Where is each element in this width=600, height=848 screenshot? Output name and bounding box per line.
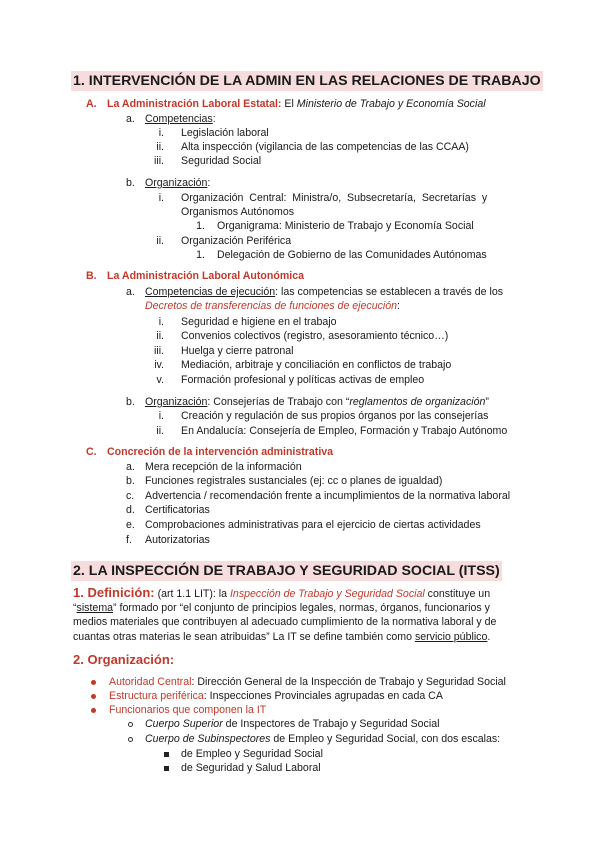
A-a-marker: a.	[126, 113, 135, 125]
list-item: Legislación laboral	[181, 127, 269, 139]
cuerpo-subinspectores: Cuerpo de Subinspectores de Empleo y Seguridad Social, con dos escalas:	[145, 733, 501, 745]
list-marker: 1.	[196, 220, 205, 232]
list-item-cont: Organismos Autónomos	[181, 206, 295, 218]
list-item: Organización Central: Ministra/o, Subsecretaría, Secretarías y	[181, 192, 488, 204]
list-marker: i.	[158, 127, 164, 139]
list-marker: iv.	[154, 359, 164, 371]
bullet-square	[164, 752, 169, 757]
list-marker: b.	[126, 475, 135, 487]
list-marker: 1.	[196, 249, 205, 261]
definition-paragraph: 1. Definición: (art 1.1 LIT): la Inspección de Trabajo y Seguridad Social constituye un “sistema” formado por “el conjunto de principios legales, normas, órganos, funcionarios y medios materiales que contribuyen al adecuado cumplimiento de la normativa laboral y de cuantas otras materias le sean atribuidas” La IT se define también como servicio público.	[73, 585, 497, 643]
list-marker: ii.	[156, 235, 164, 247]
B-a-decretos: Decretos de transferencias de funciones de ejecución:	[145, 300, 400, 312]
definition-label: 1. Definición:	[73, 585, 155, 600]
item-A: La Administración Laboral Estatal: El Ministerio de Trabajo y Economía Social	[107, 98, 486, 110]
section-2-title: 2. LA INSPECCIÓN DE TRABAJO Y SEGURIDAD SOCIAL (ITSS)	[73, 563, 500, 579]
cuerpo-superior: Cuerpo Superior de Inspectores de Trabajo y Seguridad Social	[145, 718, 440, 730]
list-subitem: Delegación de Gobierno de las Comunidades Autónomas	[217, 249, 487, 261]
A-b-heading: Organización:	[145, 177, 211, 189]
org-item-periferica: Estructura periférica: Inspecciones Provinciales agrupadas en cada CA	[109, 690, 443, 702]
bullet-circle	[128, 737, 133, 742]
list-item: Certificatorias	[145, 504, 210, 516]
list-marker: a.	[126, 461, 135, 473]
list-item: Funciones registrales sustanciales (ej: cc o planes de igualdad)	[145, 475, 443, 487]
organizacion-label: 2. Organización:	[73, 652, 175, 667]
list-marker: ii.	[156, 425, 164, 437]
org-item-autoridad: Autoridad Central: Dirección General de la Inspección de Trabajo y Seguridad Social	[109, 676, 506, 688]
list-item: Seguridad Social	[181, 155, 262, 167]
item-B-label: La Administración Laboral Autonómica	[107, 270, 304, 282]
bullet-square	[164, 766, 169, 771]
list-marker: d.	[126, 504, 135, 516]
item-A-ministry: Ministerio de Trabajo y Economía Social	[296, 98, 486, 110]
list-subitem: Organigrama: Ministerio de Trabajo y Economía Social	[217, 220, 474, 232]
B-b-heading: Organización: Consejerías de Trabajo con “reglamentos de organización”	[145, 396, 489, 408]
list-item: Mediación, arbitraje y conciliación en conflictos de trabajo	[181, 359, 452, 371]
escala-seguridad: de Seguridad y Salud Laboral	[181, 762, 321, 774]
list-marker: i.	[158, 410, 164, 422]
item-C-marker: C.	[86, 446, 97, 458]
list-marker: i.	[158, 316, 164, 328]
list-item: Huelga y cierre patronal	[181, 345, 294, 357]
list-marker: i.	[158, 192, 164, 204]
list-marker: e.	[126, 519, 135, 531]
item-B-marker: B.	[86, 270, 97, 282]
list-marker: v.	[156, 374, 164, 386]
bullet-dot	[91, 708, 96, 713]
B-a-marker: a.	[126, 286, 135, 298]
B-a-heading: Competencias de ejecución: las competencias se establecen a través de los	[145, 286, 504, 298]
list-marker: ii.	[156, 141, 164, 153]
item-C-label: Concreción de la intervención administrativa	[107, 446, 334, 458]
bullet-circle	[128, 722, 133, 727]
section-1-title: 1. INTERVENCIÓN DE LA ADMIN EN LAS RELACIONES DE TRABAJO	[73, 73, 541, 89]
list-marker: iii.	[153, 345, 164, 357]
list-marker: c.	[126, 490, 135, 502]
list-item: Organización Periférica	[181, 235, 292, 247]
list-marker: ii.	[156, 330, 164, 342]
item-A-marker: A.	[86, 98, 97, 110]
A-b-marker: b.	[126, 177, 135, 189]
org-item-funcionarios: Funcionarios que componen la IT	[109, 704, 267, 716]
list-marker: f.	[126, 534, 132, 546]
list-item: Mera recepción de la información	[145, 461, 302, 473]
list-item: Comprobaciones administrativas para el ejercicio de ciertas actividades	[145, 519, 481, 531]
bullet-dot	[91, 694, 96, 699]
list-item: Autorizatorias	[145, 534, 210, 546]
B-b-marker: b.	[126, 396, 135, 408]
list-item: Convenios colectivos (registro, asesoramiento técnico…)	[181, 330, 449, 342]
item-A-label: La Administración Laboral Estatal:	[107, 98, 282, 110]
escala-empleo: de Empleo y Seguridad Social	[181, 748, 323, 760]
list-item: Formación profesional y políticas activas de empleo	[181, 374, 425, 386]
list-item: En Andalucía: Consejería de Empleo, Formación y Trabajo Autónomo	[181, 425, 508, 437]
list-item: Creación y regulación de sus propios órganos por las consejerías	[181, 410, 489, 422]
bullet-dot	[91, 680, 96, 685]
list-item: Seguridad e higiene en el trabajo	[181, 316, 337, 328]
list-item: Advertencia / recomendación frente a incumplimientos de la normativa laboral	[145, 490, 511, 502]
A-a-heading: Competencias:	[145, 113, 216, 125]
list-item: Alta inspección (vigilancia de las competencias de las CCAA)	[181, 141, 469, 153]
list-marker: iii.	[153, 155, 164, 167]
